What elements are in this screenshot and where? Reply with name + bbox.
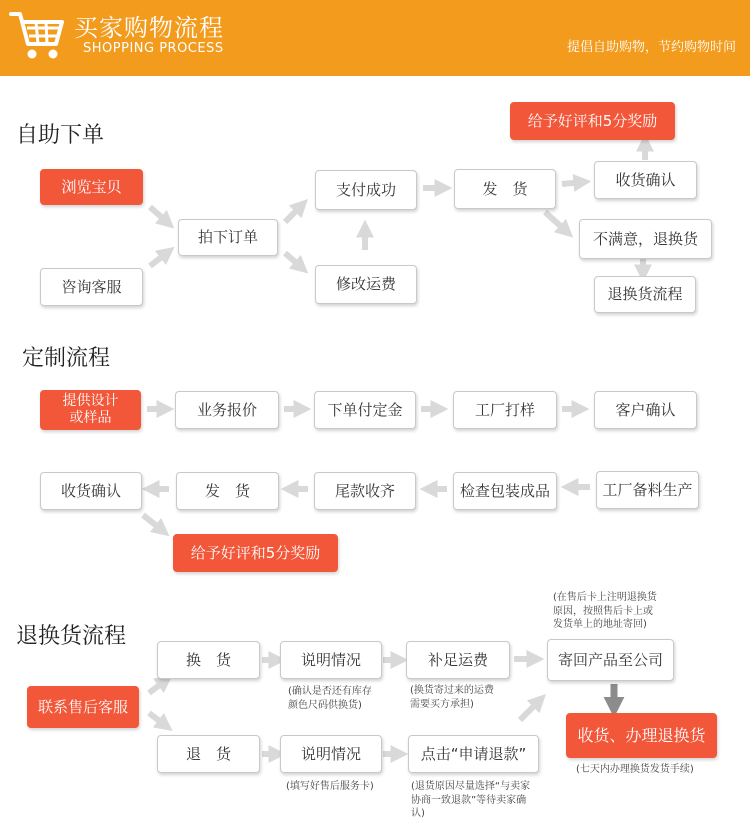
step-deposit: 下单付定金	[314, 391, 416, 429]
page-subtitle: SHOPPING PROCESS	[83, 41, 224, 56]
step-apply-refund: 点击“申请退款”	[408, 735, 539, 773]
step-pay-shipping: 补足运费	[406, 641, 510, 679]
step-customer-confirm: 客户确认	[594, 391, 697, 429]
page-tagline: 提倡自助购物，节约购物时间	[566, 40, 736, 55]
arrow	[545, 212, 567, 232]
arrow	[149, 680, 166, 693]
note-apply-refund: (退货原因尽量选择“与卖家 协商一致退款”等待卖家确 认)	[411, 781, 531, 819]
step-good-review-custom: 给予好评和5分奖励	[173, 534, 338, 572]
step-final-payment: 尾款收齐	[314, 472, 416, 510]
step-ship-custom: 发 货	[176, 472, 279, 510]
step-confirm-receipt-custom: 收货确认	[40, 472, 142, 510]
step-place-order: 拍下订单	[178, 219, 278, 256]
step-confirm-receipt: 收货确认	[594, 161, 697, 199]
step-pay: 支付成功	[315, 170, 417, 210]
page-title: 买家购物流程	[74, 14, 224, 42]
step-browse: 浏览宝贝	[40, 169, 143, 205]
section-title-self-service: 自助下单	[16, 123, 105, 148]
note-pay-shipping: (换货寄过来的运费 需要买方承担)	[410, 685, 494, 710]
step-quote: 业务报价	[175, 391, 279, 429]
arrow	[285, 253, 302, 268]
step-unsatisfied: 不满意，退换货	[579, 219, 712, 259]
arrow	[285, 205, 302, 222]
note-explain-refund: (填写好售后服务卡)	[286, 781, 374, 792]
step-explain-exchange: 说明情况	[280, 641, 382, 679]
step-sample: 工厂打样	[453, 391, 557, 429]
step-return-product: 寄回产品至公司	[547, 639, 674, 681]
step-exchange: 换 货	[157, 641, 260, 679]
arrow	[562, 182, 583, 184]
step-good-review: 给予好评和5分奖励	[510, 102, 675, 140]
step-inspect-pack: 检查包装成品	[453, 472, 557, 510]
section-title-custom: 定制流程	[22, 346, 111, 371]
arrow	[150, 207, 168, 223]
note-receive-process: (七天内办理换货发货手续)	[576, 764, 694, 775]
step-production: 工厂备料生产	[596, 471, 699, 509]
step-contact-service: 联系售后客服	[27, 686, 139, 728]
step-consult: 咨询客服	[40, 268, 143, 306]
step-ship: 发 货	[454, 169, 556, 209]
arrow	[520, 700, 540, 720]
arrow	[143, 515, 163, 531]
note-explain-exchange: (确认是否还有库存 颜色尺码供换货)	[288, 686, 372, 711]
step-modify-shipping: 修改运费	[315, 265, 417, 304]
step-provide-design: 提供设计 或样品	[40, 390, 141, 430]
step-explain-refund: 说明情况	[280, 735, 382, 773]
step-refund: 退 货	[157, 735, 260, 773]
note-return-product: (在售后卡上注明退换货 原因，按照售后卡上或 发货单上的地址寄回)	[553, 592, 657, 630]
step-return-process: 退换货流程	[594, 276, 696, 313]
arrow	[149, 713, 166, 726]
section-title-returns: 退换货流程	[16, 624, 127, 649]
arrow	[150, 252, 168, 266]
step-receive-process: 收货、办理退换货	[566, 713, 717, 758]
